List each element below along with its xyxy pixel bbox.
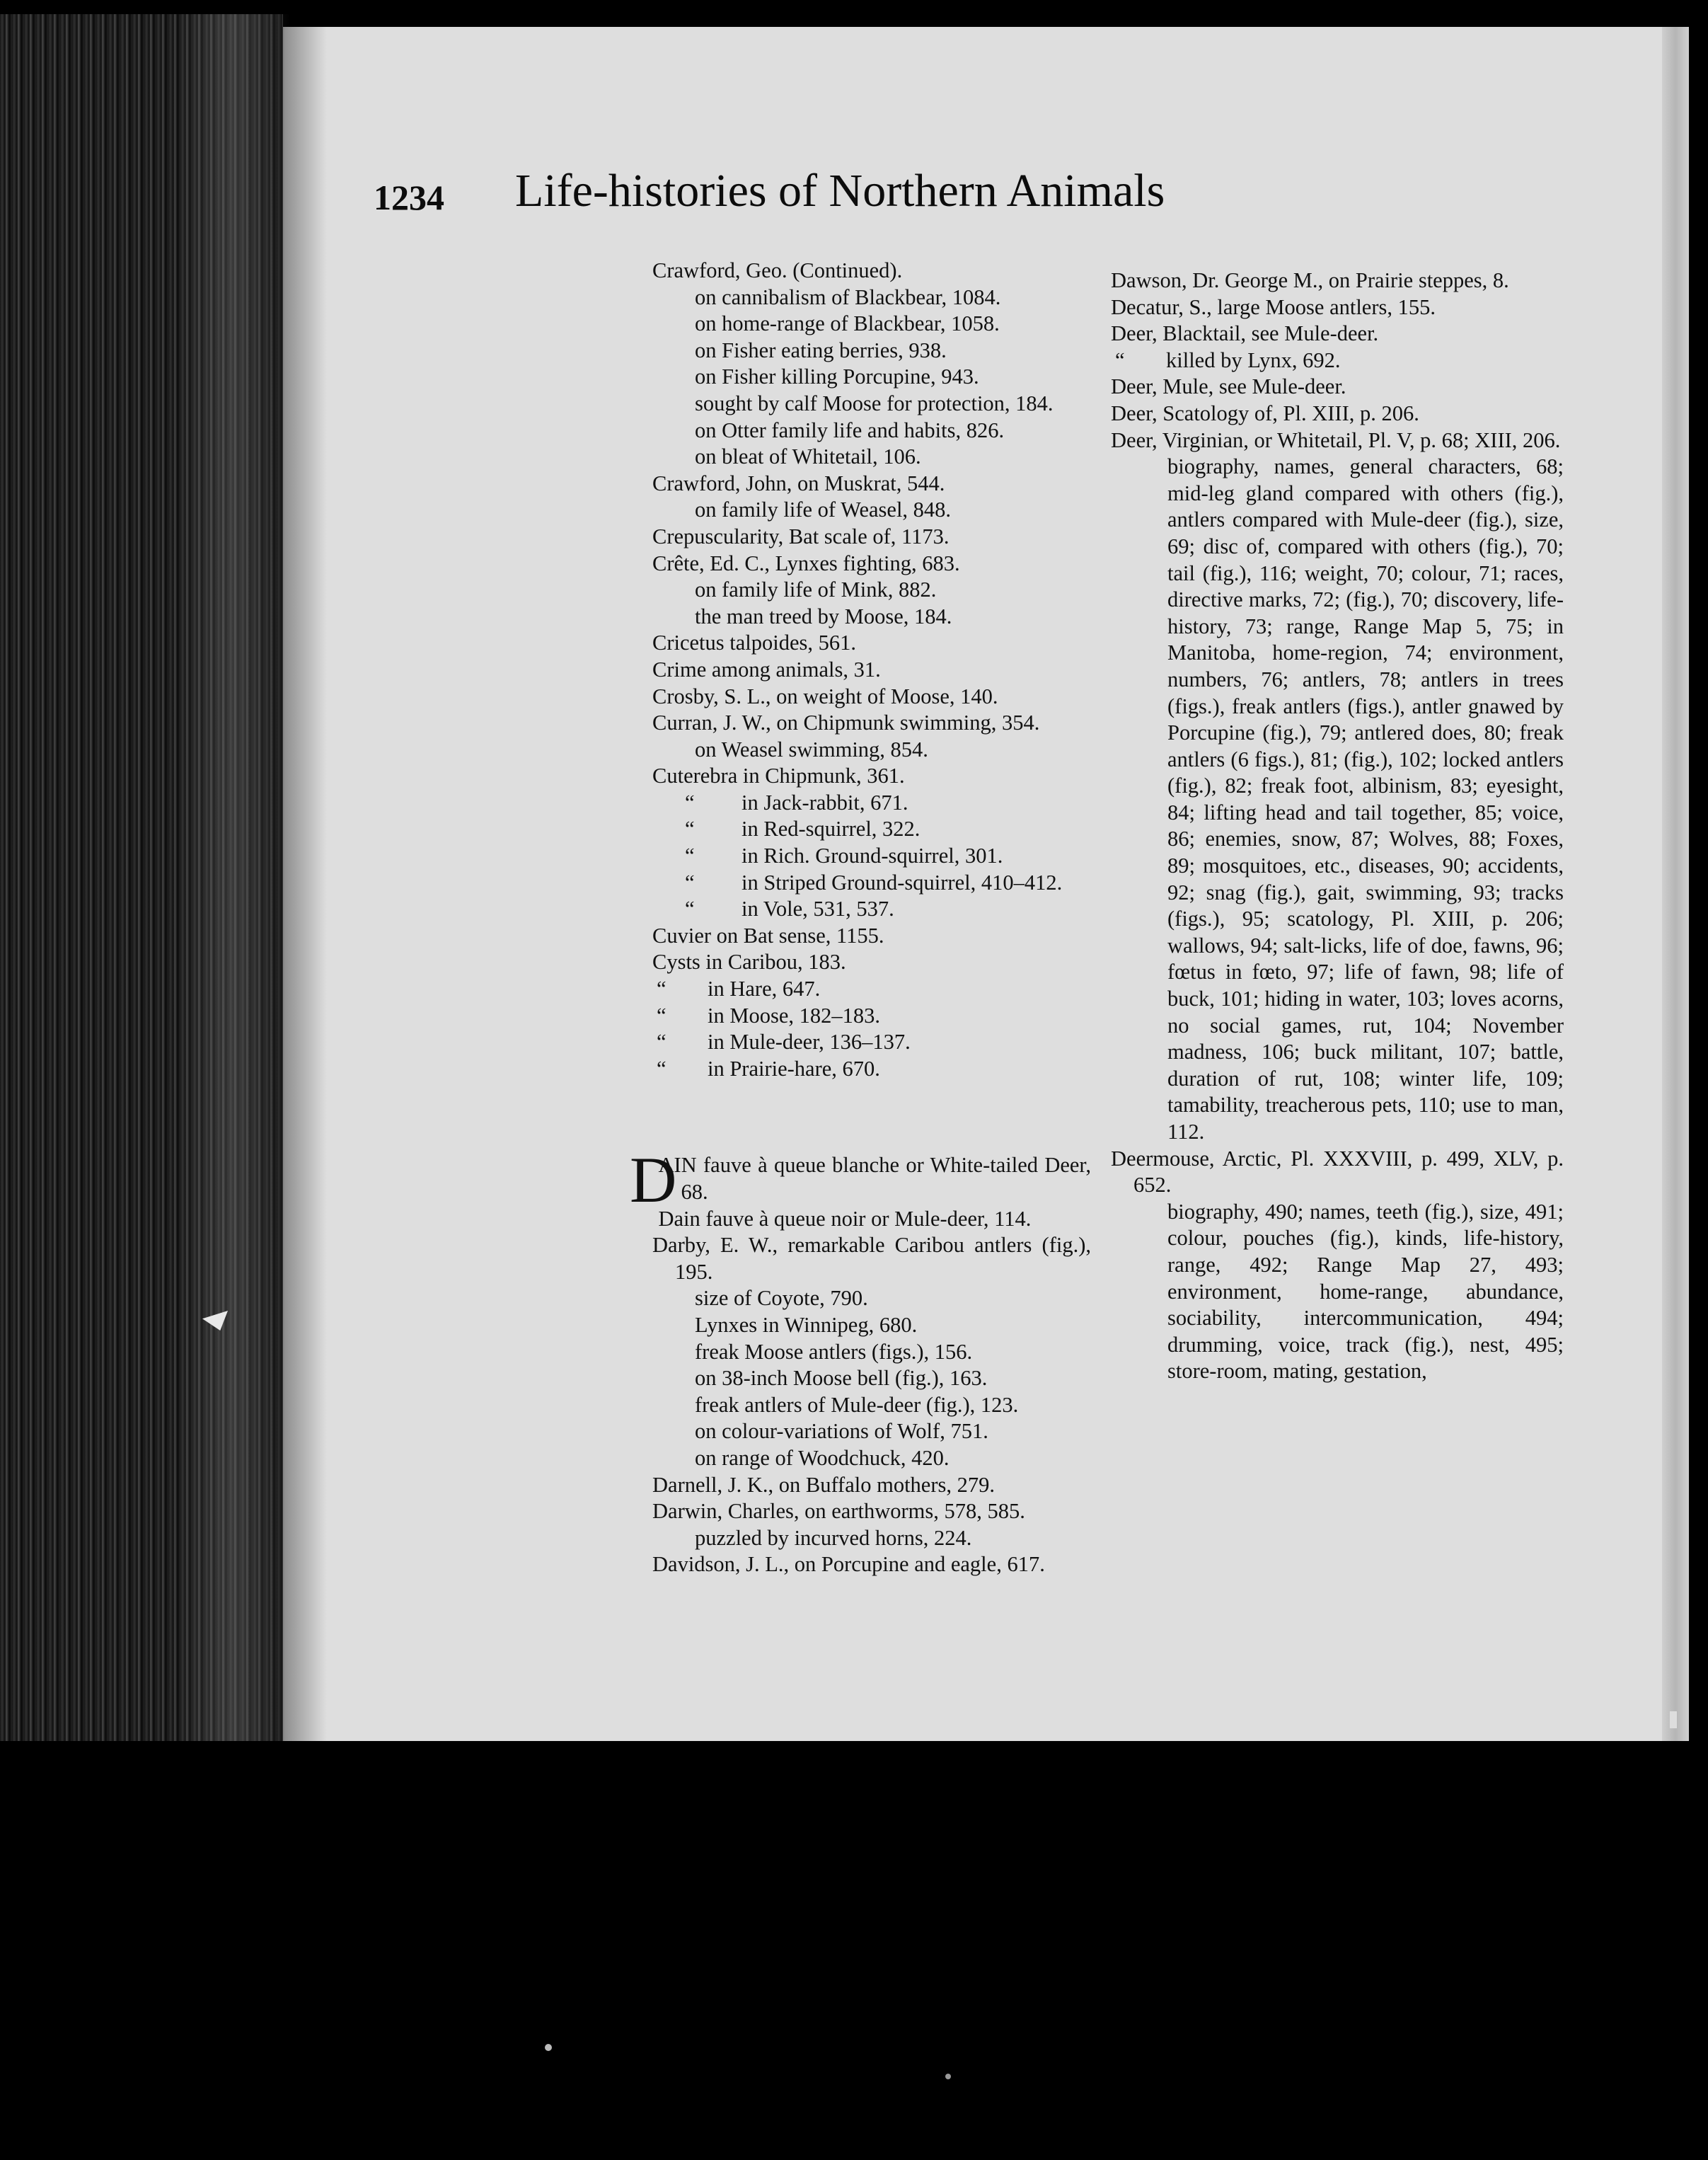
index-entry: Deer, Mule, see Mule-deer. (1111, 374, 1346, 399)
entry-text: in Vole, 531, 537. (742, 897, 894, 921)
index-subentry-ditto (652, 1003, 1091, 1030)
index-subentry: on colour-variations of Wolf, 751. (695, 1419, 988, 1444)
index-entry: Deer, Scatology of, Pl. XIII, p. 206. (1111, 401, 1419, 425)
index-subentry-ditto (652, 816, 1091, 843)
index-subentry: on Weasel swimming, 854. (695, 737, 928, 762)
index-subentry: sought by calf Moose for protection, 184. (695, 391, 1054, 415)
index-entry: Crime among animals, 31. (652, 657, 881, 682)
index-entry: Cysts in Caribou, 183. (652, 950, 846, 975)
index-subentry-ditto (652, 790, 1091, 817)
index-subentry: size of Coyote, 790. (695, 1286, 868, 1311)
ditto-mark: “ (657, 1003, 667, 1028)
section-gap (652, 1104, 1091, 1131)
ditto-mark: “ (657, 1030, 667, 1055)
index-entry: Dain fauve à queue noir or Mule-deer, 114. (658, 1206, 1032, 1231)
index-entry: Deer, Virginian, or Whitetail, Pl. V, p. 68; XIII, 206. (1111, 427, 1561, 452)
drop-cap-letter: D (630, 1144, 677, 1217)
running-title: Life-histories of Northern Animals (515, 165, 1165, 217)
page-gutter (284, 27, 327, 1741)
entry-text: in Jack-rabbit, 671. (742, 790, 908, 815)
index-subentry: on cannibalism of Blackbear, 1084. (695, 285, 1001, 309)
index-entry: Crepuscularity, Bat scale of, 1173. (652, 524, 950, 548)
index-entry: Davidson, J. L., on Porcupine and eagle, 617. (652, 1552, 1045, 1577)
entry-text: AIN fauve à queue blanche or White-tailed Deer, 68. (658, 1153, 1091, 1204)
index-entry (630, 1144, 1091, 1217)
entry-text: in Moose, 182–183. (708, 1003, 880, 1028)
ditto-mark: “ (657, 1056, 667, 1081)
ditto-mark: “ (1115, 347, 1125, 372)
index-subentry-ditto (652, 870, 1091, 897)
index-subentry: on Fisher eating berries, 938. (695, 338, 947, 362)
index-column-left (630, 258, 1091, 1578)
index-subentry: puzzled by incurved horns, 224. (695, 1525, 972, 1550)
index-entry: Crosby, S. L., on weight of Moose, 140. (652, 684, 998, 708)
index-entry: Deermouse, Arctic, Pl. XXXVIII, p. 499, XLV, p. 652. (1111, 1146, 1564, 1197)
index-subentry-ditto (1111, 347, 1564, 374)
ditto-mark: “ (657, 977, 667, 1001)
index-entry: Curran, J. W., on Chipmunk swimming, 354. (652, 711, 1040, 735)
ditto-mark: “ (685, 897, 695, 921)
index-subentry: biography, 490; names, teeth (fig.), size, 491; colour, pouches (fig.), kinds, life-history, range, 492; Range Map 27, 493; environment, home-range, abundance, sociability, intercommunication, 494; drumming, voice, track (fig.), nest, 495; store-room, mating, gestation, (1167, 1199, 1564, 1384)
index-subentry: on range of Woodchuck, 420. (695, 1445, 950, 1470)
index-subentry-ditto (652, 896, 1091, 923)
index-entry: Cuvier on Bat sense, 1155. (652, 923, 884, 948)
index-entry: Deer, Blacktail, see Mule-deer. (1111, 321, 1379, 346)
ditto-mark: “ (685, 870, 695, 895)
page-edge (1662, 27, 1689, 1741)
index-entry: Crawford, Geo. (Continued). (652, 258, 903, 282)
index-subentry: Lynxes in Winnipeg, 680. (695, 1312, 918, 1337)
entry-text: in Red-squirrel, 322. (742, 817, 921, 841)
index-subentry-ditto (652, 976, 1091, 1003)
entry-text: in Hare, 647. (708, 977, 821, 1001)
entry-text: killed by Lynx, 692. (1166, 347, 1341, 372)
index-entry: Cricetus talpoides, 561. (652, 631, 857, 655)
spine-shadow (177, 14, 290, 1741)
entry-text: in Prairie-hare, 670. (708, 1056, 880, 1081)
ditto-mark: “ (685, 817, 695, 841)
index-subentry: freak Moose antlers (figs.), 156. (695, 1339, 973, 1364)
index-subentry: on 38-inch Moose bell (fig.), 163. (695, 1366, 988, 1391)
index-entry: Darnell, J. K., on Buffalo mothers, 279. (652, 1472, 995, 1497)
index-subentry: on family life of Mink, 882. (695, 578, 937, 602)
index-entry: Crawford, John, on Muskrat, 544. (652, 471, 945, 495)
index-subentry: biography, names, general characters, 68; mid-leg gland compared with others (fig.), antlers compared with Mule-deer (fig.), size, 69; disc of, compared with others (fig.), 70; tail (fig.), 116; weight, 70; colour, 71; races, directive marks, 72; (fig.), 70; discovery, life-history, 73; range, Range Map 5, 75; in Manitoba, home-region, 74; environment, numbers, 76; antlers, 78; antlers in trees (figs.), freak antlers (figs.), antler gnawed by Porcupine (fig.), 79; antlered does, 80; freak antlers (6 figs.), 81; (fig.), 102; locked antlers (fig.), 82; freak foot, albinism, 83; eyesight, 84; lifting head and tail together, 85; voice, 86; enemies, snow, 87; Wolves, 88; Foxes, 89; mosquitoes, etc., diseases, 90; accidents, 92; snag (fig.), gait, swimming, 93; tracks (figs.), 95; scatology, Pl. XIII, p. 206; wallows, 94; salt-licks, life of doe, fawns, 96; fœtus in fœto, 97; life of fawn, 98; life of buck, 101; hiding in water, 103; loves acorns, no social games, rut, 104; November madness, 106; buck militant, 107; battle, duration of rut, 108; winter life, 109; tamability, treacherous pets, 110; use to man, 112. (1167, 454, 1564, 1144)
index-entry: Decatur, S., large Moose antlers, 155. (1111, 294, 1436, 319)
index-subentry: on Fisher killing Porcupine, 943. (695, 364, 979, 389)
paper-speck (1670, 1711, 1677, 1728)
index-entry: Darby, E. W., remarkable Caribou antlers (fig.), 195. (652, 1233, 1091, 1284)
index-entry: Crête, Ed. C., Lynxes fighting, 683. (652, 551, 960, 575)
index-subentry-ditto (652, 1056, 1091, 1083)
index-entry: Dawson, Dr. George M., on Prairie steppes, 8. (1111, 268, 1509, 292)
index-column-right (1111, 268, 1564, 1385)
index-entry: Cuterebra in Chipmunk, 361. (652, 764, 905, 788)
index-subentry: the man treed by Moose, 184. (695, 604, 952, 628)
page-number: 1234 (374, 178, 444, 217)
index-subentry-ditto (652, 1029, 1091, 1056)
index-subentry: on family life of Weasel, 848. (695, 498, 952, 522)
entry-text: in Striped Ground-squirrel, 410–412. (742, 870, 1063, 895)
index-subentry: on Otter family life and habits, 826. (695, 418, 1005, 442)
ditto-mark: “ (685, 844, 695, 868)
index-subentry: freak antlers of Mule-deer (fig.), 123. (695, 1392, 1019, 1417)
index-subentry: on bleat of Whitetail, 106. (695, 444, 921, 469)
entry-text: in Rich. Ground-squirrel, 301. (742, 844, 1003, 868)
index-subentry: on home-range of Blackbear, 1058. (695, 311, 1000, 336)
dust-speck (945, 2074, 951, 2079)
dust-speck (545, 2044, 552, 2051)
entry-text: in Mule-deer, 136–137. (708, 1030, 911, 1055)
index-entry: Darwin, Charles, on earthworms, 578, 585. (652, 1499, 1025, 1524)
index-subentry-ditto (652, 843, 1091, 870)
ditto-mark: “ (685, 790, 695, 815)
running-header (374, 164, 1435, 235)
